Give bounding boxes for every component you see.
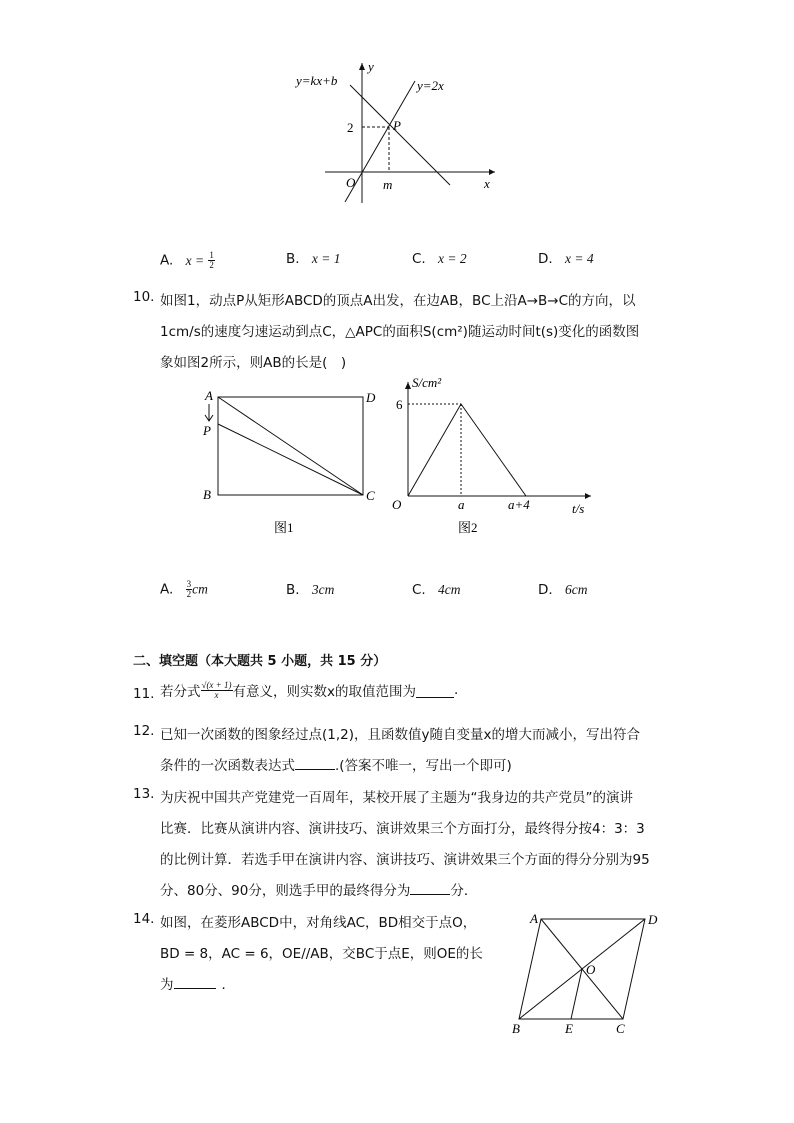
caption-fig2: 图2 [458,520,478,535]
fraction-num: 1 [209,250,214,260]
x-tick-a: a [458,497,465,512]
vertex-c: C [366,488,375,503]
option-expr: x = [185,252,205,268]
q13-line4 [160,879,477,899]
q12-line1: 已知一次函数的图象经过点(1,2)，且函数值y随自变量x的增大而减小，写出符合 [160,727,640,743]
rhombus-figure [505,905,665,1040]
option-letter: C. [412,251,426,267]
x-tick-m: m [383,177,393,192]
vertex-b: B [512,1021,520,1036]
q9-option-d[interactable] [538,251,594,267]
fraction-den: 2 [186,589,192,599]
vertex-d: D [366,390,376,405]
q14-line1: 如图，在菱形ABCD中，对角线AC，BD相交于点O， [160,915,477,931]
s-t-polyline [408,404,526,496]
option-letter: A. [160,581,174,598]
vertex-a: A [530,911,538,926]
vertex-d: D [648,912,658,927]
q11-end: . [454,682,459,698]
q10-line3: 象如图2所示，则AB的长是( ) [160,355,347,371]
line-y-2x [345,81,415,202]
q11-number: 11. [133,686,155,702]
label-kx-b: y=kx+b [296,73,338,88]
s-axis-arrow [405,382,411,389]
q12-line2-pre: 条件的一次函数表达式 [160,758,295,774]
label-2x: y=2x [417,78,444,93]
section-heading: 二、填空题（本大题共 5 小题，共 15 分） [133,654,387,669]
option-unit: cm [192,581,208,597]
q10-line1: 如图1，动点P从矩形ABCD的顶点A出发，在边AB，BC上沿A→B→C的方向，以 [160,293,636,309]
q9-option-c[interactable] [412,251,467,267]
option-letter: B. [286,251,300,267]
vertex-c: C [616,1021,625,1036]
q12-answer-blank[interactable] [295,755,335,770]
area-time-graph [386,370,601,540]
x-tick-a-plus-4: a+4 [508,497,530,512]
fraction-num: √(x + 1) [201,679,232,690]
y-tick-2: 2 [347,120,354,135]
linear-functions-figure [290,55,510,210]
option-expr: 6cm [564,582,588,597]
y-tick-6: 6 [396,397,403,412]
q10-option-b[interactable] [286,582,334,598]
option-letter: C. [412,582,426,598]
line-y-kx-b [350,85,450,185]
q11-text [160,680,458,700]
q14-line2: BD = 8，AC = 6，OE//AB，交BC于点E，则OE的长 [160,946,483,962]
diagonal-ac [218,397,363,495]
q10-number: 10. [133,289,155,305]
q12-line2 [160,754,512,774]
s-axis-label: S/cm² [412,375,442,390]
q14-answer-blank[interactable] [174,974,216,989]
option-expr: x = 4 [564,251,594,266]
vertex-a: A [205,388,213,403]
origin-label: O [346,175,356,190]
q13-line2: 比赛．比赛从演讲内容、演讲技巧、演讲效果三个方面打分，最终得分按4：3：3 [160,821,645,837]
q14-number: 14. [133,911,155,927]
q11-fraction [201,681,233,700]
point-p: P [203,423,211,438]
q9-option-a[interactable] [160,251,215,270]
q14-line3 [160,973,235,993]
option-expr: 4cm [438,582,461,597]
q10-option-a[interactable] [160,580,208,599]
x-axis-arrow [489,169,495,175]
fraction-num: 3 [186,579,192,589]
q13-answer-blank[interactable] [410,880,450,895]
origin-o: O [392,497,402,512]
option-letter: D. [538,582,553,598]
q11-pre: 若分式 [160,684,201,700]
option-expr: x = 2 [438,251,467,266]
point-e: E [565,1021,573,1036]
point-p-label: P [393,118,401,133]
q13-line4-pre: 分、80分、90分，则选手甲的最终得分为 [160,883,411,899]
fraction [208,251,215,270]
y-axis-arrow [359,63,365,70]
t-axis-label: t/s [572,501,585,516]
q10-option-d[interactable] [538,582,587,598]
q13-line4-post: 分． [450,883,478,899]
point-o: O [586,962,596,977]
x-axis-label: x [484,176,490,191]
q14-line3-post: ． [221,977,235,993]
t-axis-arrow [585,493,591,499]
q13-number: 13. [133,786,155,802]
caption-fig1: 图1 [274,520,294,535]
q11-answer-blank[interactable] [416,683,454,698]
vertex-b: B [203,487,211,502]
option-letter: D. [538,251,553,267]
q12-line2-post: .(答案不唯一，写出一个即可) [335,758,512,774]
q10-line2: 1cm/s的速度匀速运动到点C，△APC的面积S(cm²)随运动时间t(s)变化的函数图 [160,324,640,340]
q9-option-b[interactable] [286,251,340,267]
fraction-den: x [214,689,219,700]
q13-line1: 为庆祝中国共产党建党一百周年，某校开展了主题为“我身边的共产党员”的演讲 [160,790,633,806]
option-letter: B. [286,582,300,598]
q14-line3-pre: 为 [160,977,174,993]
y-axis-label: y [368,59,374,74]
q12-number: 12. [133,723,155,739]
q13-line3: 的比例计算．若选手甲在演讲内容、演讲技巧、演讲效果三个方面的得分分别为95 [160,852,650,868]
option-expr: 3cm [311,582,335,597]
q11-post: 有意义，则实数x的取值范围为 [232,684,417,700]
option-letter: A. [160,252,174,269]
option-expr: x = 1 [311,251,341,266]
fraction-den: 2 [209,260,214,270]
segment-pc [218,424,363,495]
q10-option-c[interactable] [412,582,461,598]
rectangle-figure [196,384,386,539]
